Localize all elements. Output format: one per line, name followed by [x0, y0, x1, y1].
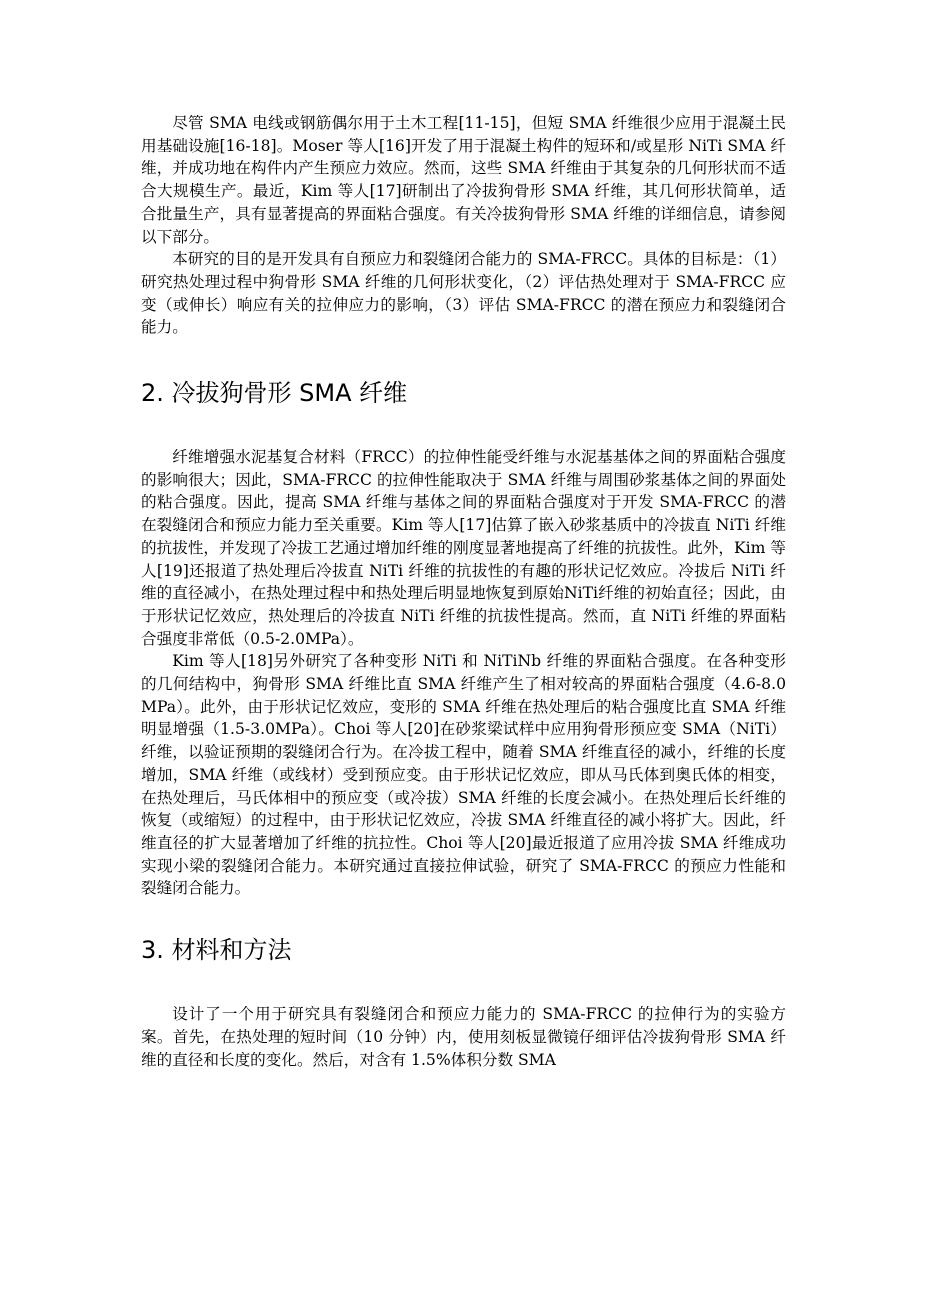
paragraph-sma-background: 尽管 SMA 电线或钢筋偶尔用于土木工程[11-15]，但短 SMA 纤维很少应用于混凝土民用基础设施[16-18]。Moser 等人[16]开发了用于混凝土构件的短环和/或星形 NiTi SMA 纤维，并成功地在构件内产生预应力效应。然而，这些 SMA 纤维由于其复杂的几何形状而不适合大规模生产。最近，Kim 等人[17]研制出了冷拔狗骨形 SMA 纤维，其几何形状简单，适合批量生产，具有显著提高的界面粘合强度。有关冷拔狗骨形 SMA 纤维的详细信息，请参阅以下部分。	[141, 114, 786, 246]
section-heading-materials-methods: 3. 材料和方法	[141, 936, 292, 965]
paragraph-research-objectives: 本研究的目的是开发具有自预应力和裂缝闭合能力的 SMA-FRCC。具体的目标是：（1）研究热处理过程中狗骨形 SMA 纤维的几何形状变化，（2）评估热处理对于 SMA-FRCC 应变（或伸长）响应有关的拉伸应力的影响，（3）评估 SMA-FRCC 的潜在预应力和裂缝闭合能力。	[141, 250, 786, 337]
paragraph-deformed-fibers: Kim 等人[18]另外研究了各种变形 NiTi 和 NiTiNb 纤维的界面粘合强度。在各种变形的几何结构中，狗骨形 SMA 纤维比直 SMA 纤维产生了相对较高的界面粘合强度（4.6-8.0MPa）。此外，由于形状记忆效应，变形的 SMA 纤维在热处理后的粘合强度比直 SMA 纤维明显增强（1.5-3.0MPa）。Choi 等人[20]在砂浆梁试样中应用狗骨形预应变 SMA（NiTi）纤维，以验证预期的裂缝闭合行为。在冷拔工程中，随着 SMA 纤维直径的减小，纤维的长度增加，SMA 纤维（或线材）受到预应变。由于形状记忆效应，即从马氏体到奥氏体的相变，在热处理后，马氏体相中的预应变（或冷拔）SMA 纤维的长度会减小。在热处理后长纤维的恢复（或缩短）的过程中，由于形状记忆效应，冷拔 SMA 纤维直径的减小将扩大。因此，纤维直径的扩大显著增加了纤维的抗拉性。Choi 等人[20]最近报道了应用冷拔 SMA 纤维成功实现小梁的裂缝闭合能力。本研究通过直接拉伸试验，研究了 SMA-FRCC 的预应力性能和裂缝闭合能力。	[141, 652, 786, 898]
section-heading-cold-drawn-fibers: 2. 冷拔狗骨形 SMA 纤维	[141, 379, 408, 408]
paragraph-bond-strength: 纤维增强水泥基复合材料（FRCC）的拉伸性能受纤维与水泥基基体之间的界面粘合强度的影响很大；因此，SMA-FRCC 的拉伸性能取决于 SMA 纤维与周围砂浆基体之间的界面处的粘合强度。因此，提高 SMA 纤维与基体之间的界面粘合强度对于开发 SMA-FRCC 的潜在裂缝闭合和预应力能力至关重要。Kim 等人[17]估算了嵌入砂浆基质中的冷拔直 NiTi 纤维的抗拔性，并发现了冷拔工艺通过增加纤维的刚度显著地提高了纤维的抗拔性。此外，Kim 等人[19]还报道了热处理后冷拔直 NiTi 纤维的抗拔性的有趣的形状记忆效应。冷拔后 NiTi 纤维的直径减小，在热处理过程中和热处理后明显地恢复到原始NiTi纤维的初始直径；因此，由于形状记忆效应，热处理后的冷拔直 NiTi 纤维的抗拔性提高。然而，直 NiTi 纤维的界面粘合强度非常低（0.5-2.0MPa）。	[141, 448, 786, 648]
document-page	[141, 112, 786, 1071]
paragraph-experimental-program: 设计了一个用于研究具有裂缝闭合和预应力能力的 SMA-FRCC 的拉伸行为的实验方案。首先，在热处理的短时间（10 分钟）内，使用刻板显微镜仔细评估冷拔狗骨形 SMA 纤维的直径和长度的变化。然后，对含有 1.5%体积分数 SMA	[141, 1005, 786, 1069]
